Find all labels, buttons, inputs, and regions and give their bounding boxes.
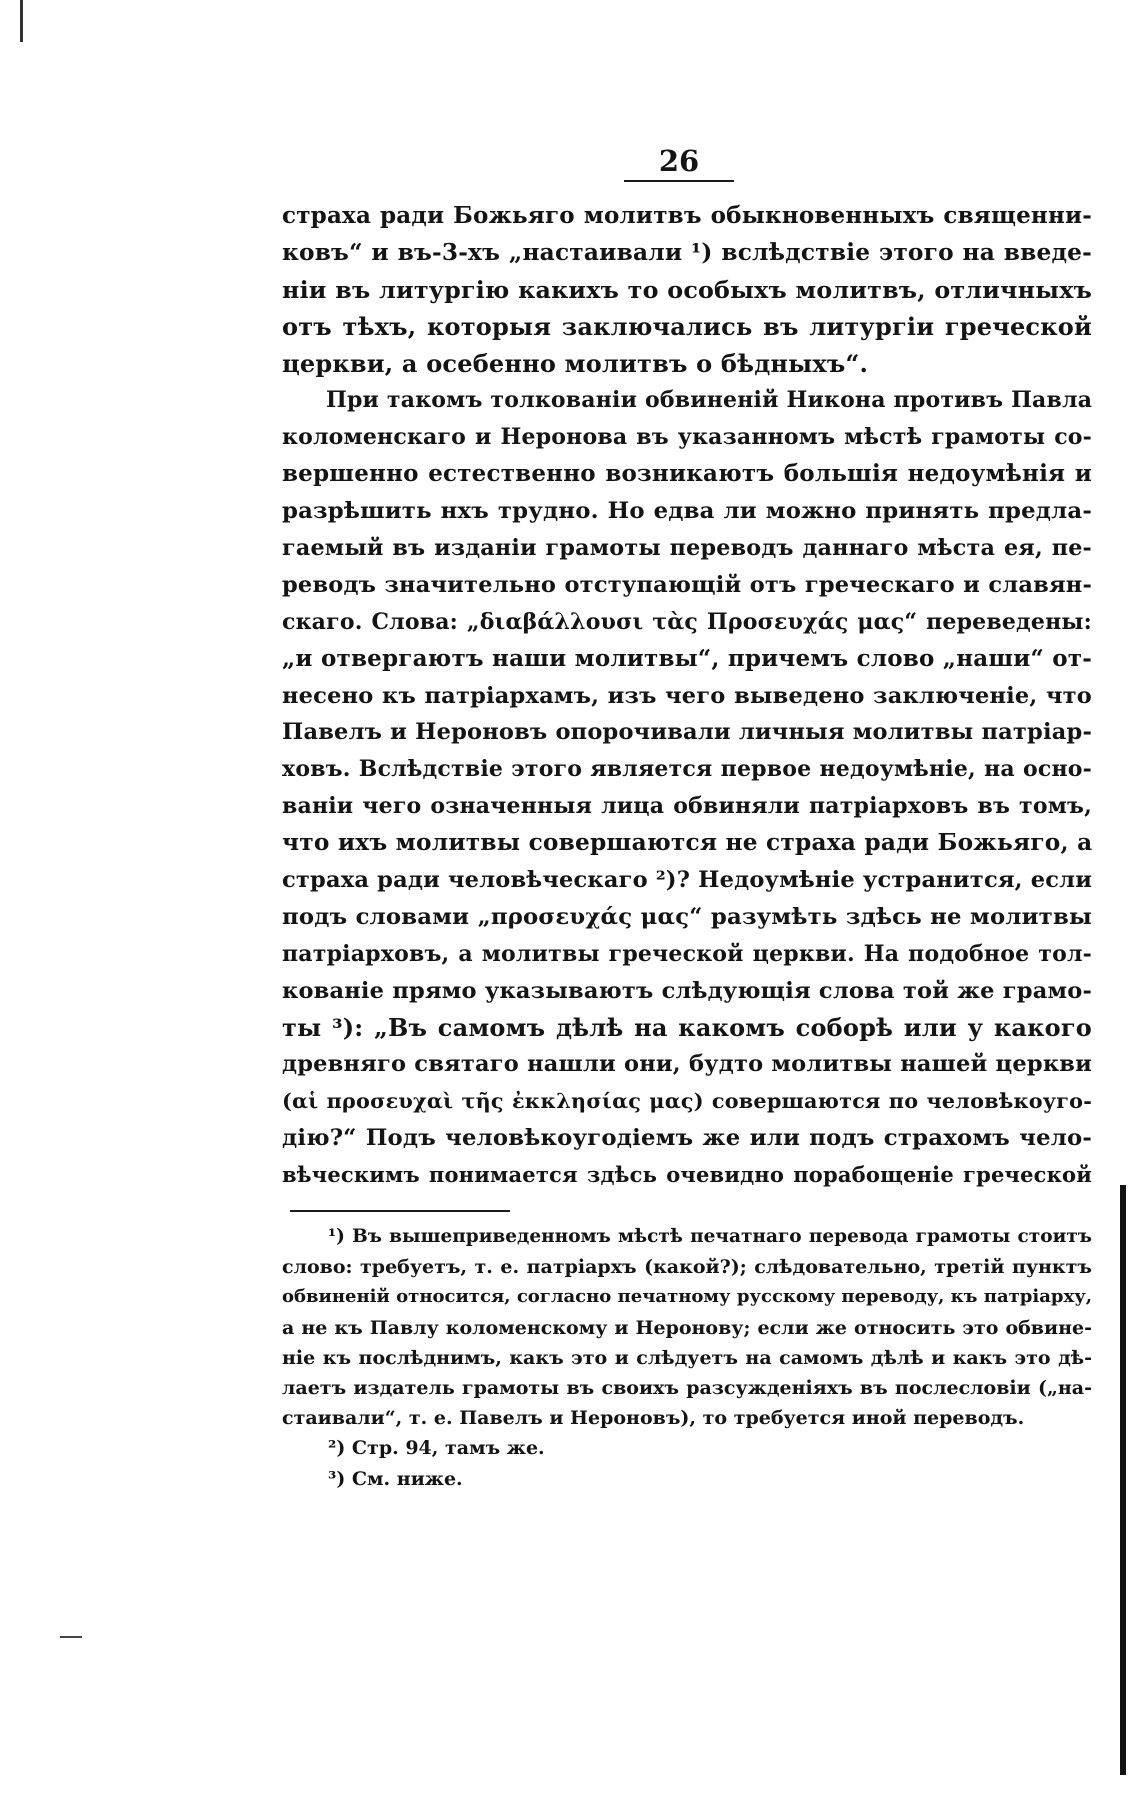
body-line: кованіе прямо указываютъ слѣдующія слова той же грамо- bbox=[282, 977, 1092, 1004]
body-line: реводъ значительно отступающій отъ греческаго и славян- bbox=[282, 571, 1092, 598]
body-line: страха ради Божьяго молитвъ обыкновенныхъ священни- bbox=[282, 202, 1092, 229]
footnote-line: обвиненій относится, согласно печатному русскому переводу, къ патріарху, bbox=[282, 1286, 1092, 1308]
body-line: церкви, а осебенно молитвъ о бѣдныхъ“. bbox=[282, 348, 869, 378]
footnote-line: ¹) Въ вышеприведенномъ мѣстѣ печатнаго перевода грамоты стоитъ bbox=[328, 1226, 1092, 1247]
footnote-line: ²) Стр. 94, тамъ же. bbox=[328, 1437, 545, 1460]
body-line: отъ тѣхъ, которыя заключались въ литургіи греческой bbox=[282, 311, 1092, 341]
body-line: подъ словами „προσευχάς μας“ разумѣть здѣсь не молитвы bbox=[282, 903, 1092, 930]
body-line: ховъ. Вслѣдствіе этого является первое недоумѣніе, на осно- bbox=[282, 756, 1092, 783]
body-line: „и отвергаютъ наши молитвы“, причемъ слово „наши“ от- bbox=[282, 644, 1092, 672]
scan-dash-mark bbox=[60, 1636, 82, 1638]
body-text bbox=[282, 198, 1092, 1194]
body-line: Павелъ и Нероновъ опорочивали личныя молитвы патріар- bbox=[282, 719, 1092, 746]
body-line: ты ³): „Въ самомъ дѣлѣ на какомъ соборѣ или у какого bbox=[282, 1012, 1092, 1042]
body-line: При такомъ толкованіи обвиненій Никона противъ Павла bbox=[326, 387, 1093, 414]
body-line: страха ради человѣческаго ²)? Недоумѣніе устранится, если bbox=[282, 867, 1093, 894]
body-line: скаго. Слова: „διαβάλλουσι τὰς Προσευχάς μας“ переведены: bbox=[282, 608, 1092, 635]
body-line: вѣческимъ понимается здѣсь очевидно порабощеніе греческой bbox=[282, 1162, 1092, 1188]
footnote-line: а не къ Павлу коломенскому и Неронову; если же относить это обвине- bbox=[282, 1316, 1092, 1339]
body-line: (αἱ προσευχαὶ τῆς ἐκκλησίας μας) совершаются по человѣкоуго- bbox=[282, 1089, 1092, 1114]
body-line: гаемый въ изданіи грамоты переводъ даннаго мѣста ея, пе- bbox=[282, 535, 1092, 562]
scan-edge-mark bbox=[20, 0, 23, 42]
body-line: древняго святаго нашли они, будто молитвы нашей церкви bbox=[282, 1051, 1092, 1078]
body-line: несено къ патріархамъ, изъ чего выведено заключеніе, что bbox=[282, 682, 1092, 709]
body-line: дію?“ Подъ человѣкоугодіемъ же или подъ страхомъ чело- bbox=[282, 1125, 1092, 1152]
page-number-underline bbox=[624, 180, 734, 182]
footnote-line: слово: требуетъ, т. е. патріархъ (какой?); слѣдовательно, третій пунктъ bbox=[282, 1256, 1092, 1279]
footnote-line: ³) См. ниже. bbox=[328, 1467, 463, 1490]
footnote-line: лаетъ издатель грамоты въ своихъ разсужденіяхъ въ послесловіи („на- bbox=[282, 1376, 1092, 1399]
body-line: ковъ“ и въ-3-хъ „настаивали ¹) вслѣдствіе этого на введе- bbox=[282, 238, 1092, 266]
body-line: что ихъ молитвы совершаются не страха ради Божьяго, а bbox=[282, 829, 1093, 857]
body-line: разрѣшить нхъ трудно. Но едва ли можно принять предла- bbox=[282, 498, 1092, 525]
body-line: вершенно естественно возникаютъ большія недоумѣнія и bbox=[282, 460, 1092, 488]
footnote-separator bbox=[290, 1210, 510, 1212]
page-number: 26 bbox=[658, 144, 700, 178]
body-line: коломенскаго и Неронова въ указанномъ мѣстѣ грамоты со- bbox=[282, 424, 1092, 451]
footnote-line: стаивали“, т. е. Павелъ и Нероновъ), то требуется иной переводъ. bbox=[282, 1407, 1025, 1430]
footnote-line: ніе къ послѣднимъ, какъ это и слѣдуетъ на самомъ дѣлѣ и какъ это дѣ- bbox=[282, 1346, 1092, 1369]
body-line: ніи въ литургію какихъ то особыхъ молитвъ, отличныхъ bbox=[282, 275, 1092, 304]
scan-edge-bar bbox=[1120, 1185, 1126, 1775]
body-line: патріарховъ, а молитвы греческой церкви. На подобное тол- bbox=[282, 940, 1092, 967]
body-line: ваніи чего означенныя лица обвиняли патріарховъ въ томъ, bbox=[282, 793, 1092, 820]
footnotes bbox=[282, 1222, 1092, 1494]
